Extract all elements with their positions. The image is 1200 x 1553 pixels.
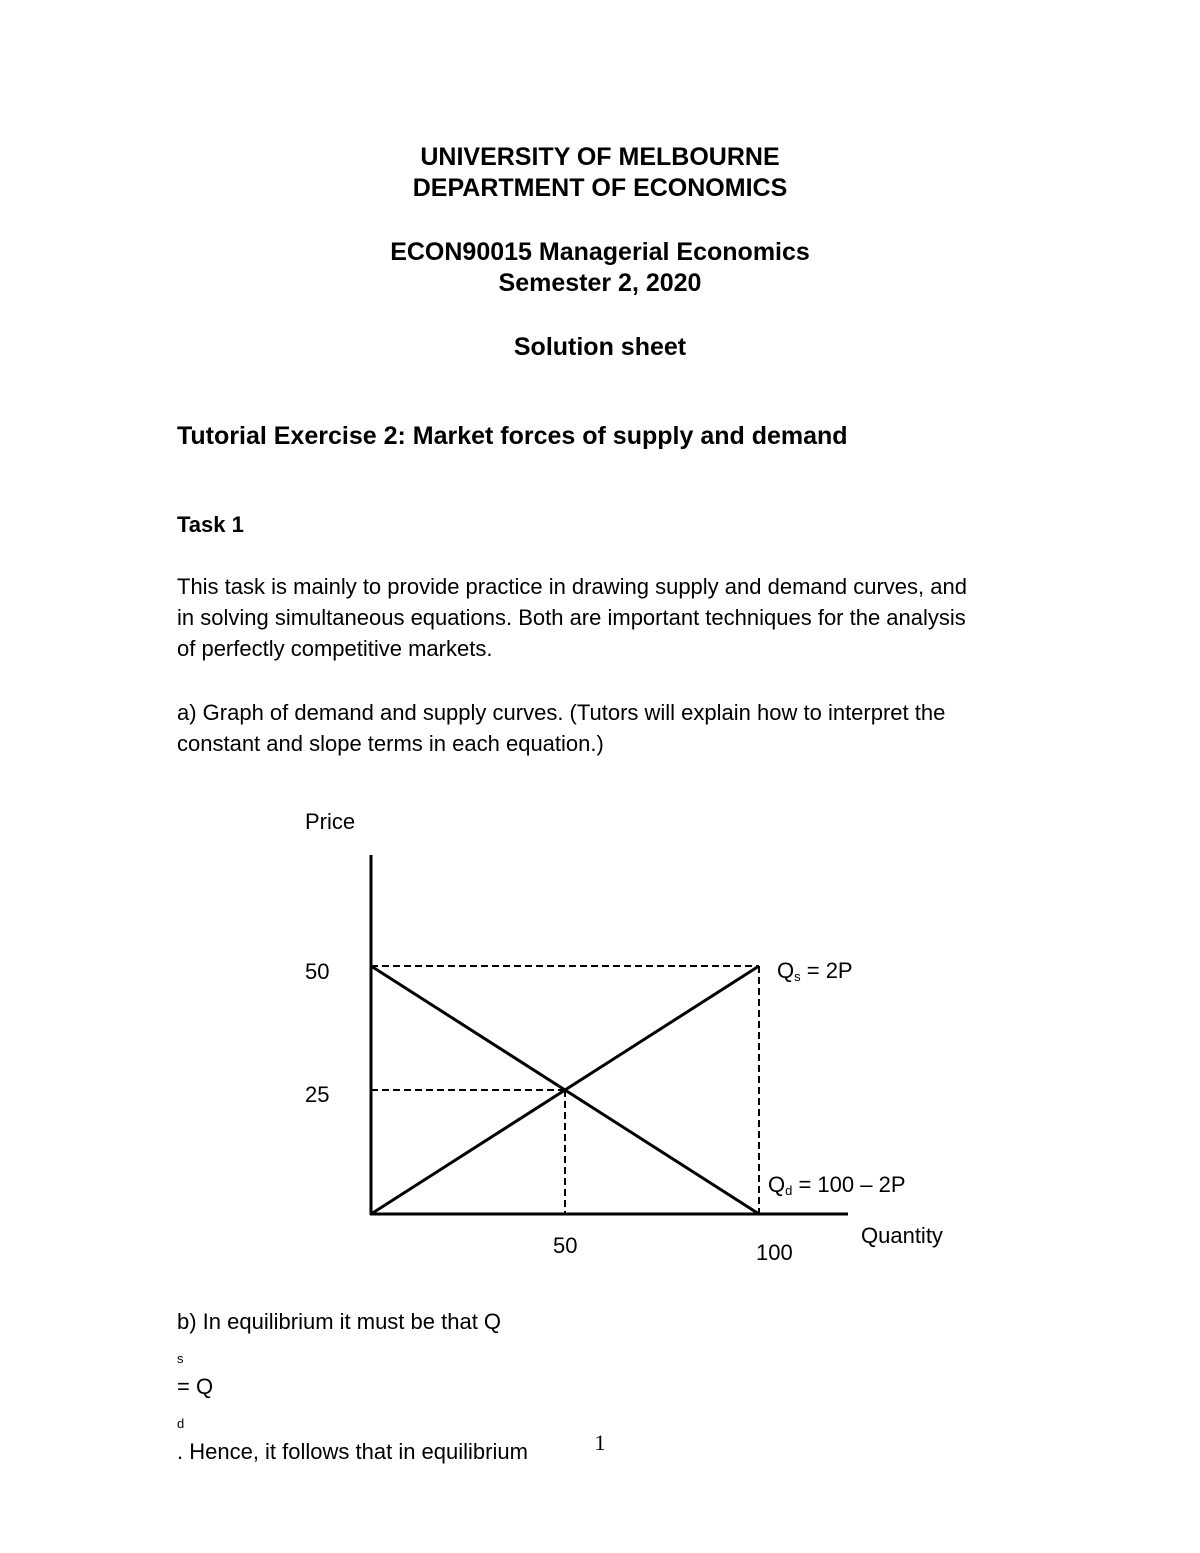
y-tick-label: 25 xyxy=(305,1082,330,1107)
part-a-line: a) Graph of demand and supply curves. (Tutors will explain how to interpret the xyxy=(177,700,946,725)
doc-type-label: Solution sheet xyxy=(513,333,687,361)
part-b-paragraph: b) In equilibrium it must be that Q $_s$ = Q $_d$ . Hence, it follows that in equilibrium xyxy=(177,1309,528,1464)
semester-label: Semester 2, 2020 xyxy=(498,269,702,297)
supply-equation-label: $Q_s = 2P$ xyxy=(777,958,853,984)
x-tick-label: 50 xyxy=(553,1233,578,1258)
task-title: Task 1 xyxy=(177,512,244,537)
demand-equation-label: $Q_d = 100 - 2P$ xyxy=(768,1172,906,1198)
intro-line: This task is mainly to provide practice in drawing supply and demand curves, and xyxy=(177,574,967,599)
y-axis-label: Price xyxy=(305,809,356,834)
y-tick-label: 50 xyxy=(305,959,330,984)
x-axis-label: Quantity xyxy=(861,1223,943,1248)
university-title: UNIVERSITY OF MELBOURNE xyxy=(420,143,780,171)
intro-line: in solving simultaneous equations. Both are important techniques for the analysis xyxy=(177,605,966,630)
page-number: 1 xyxy=(594,1430,606,1455)
course-title: ECON90015 Managerial Economics xyxy=(390,238,810,266)
x-tick-label: 100 xyxy=(756,1240,793,1265)
exercise-title: Tutorial Exercise 2: Market forces of supply and demand xyxy=(177,422,848,450)
department-title: DEPARTMENT OF ECONOMICS xyxy=(412,174,788,202)
intro-line: of perfectly competitive markets. xyxy=(177,636,493,661)
part-a-line: constant and slope terms in each equation.) xyxy=(177,731,604,756)
